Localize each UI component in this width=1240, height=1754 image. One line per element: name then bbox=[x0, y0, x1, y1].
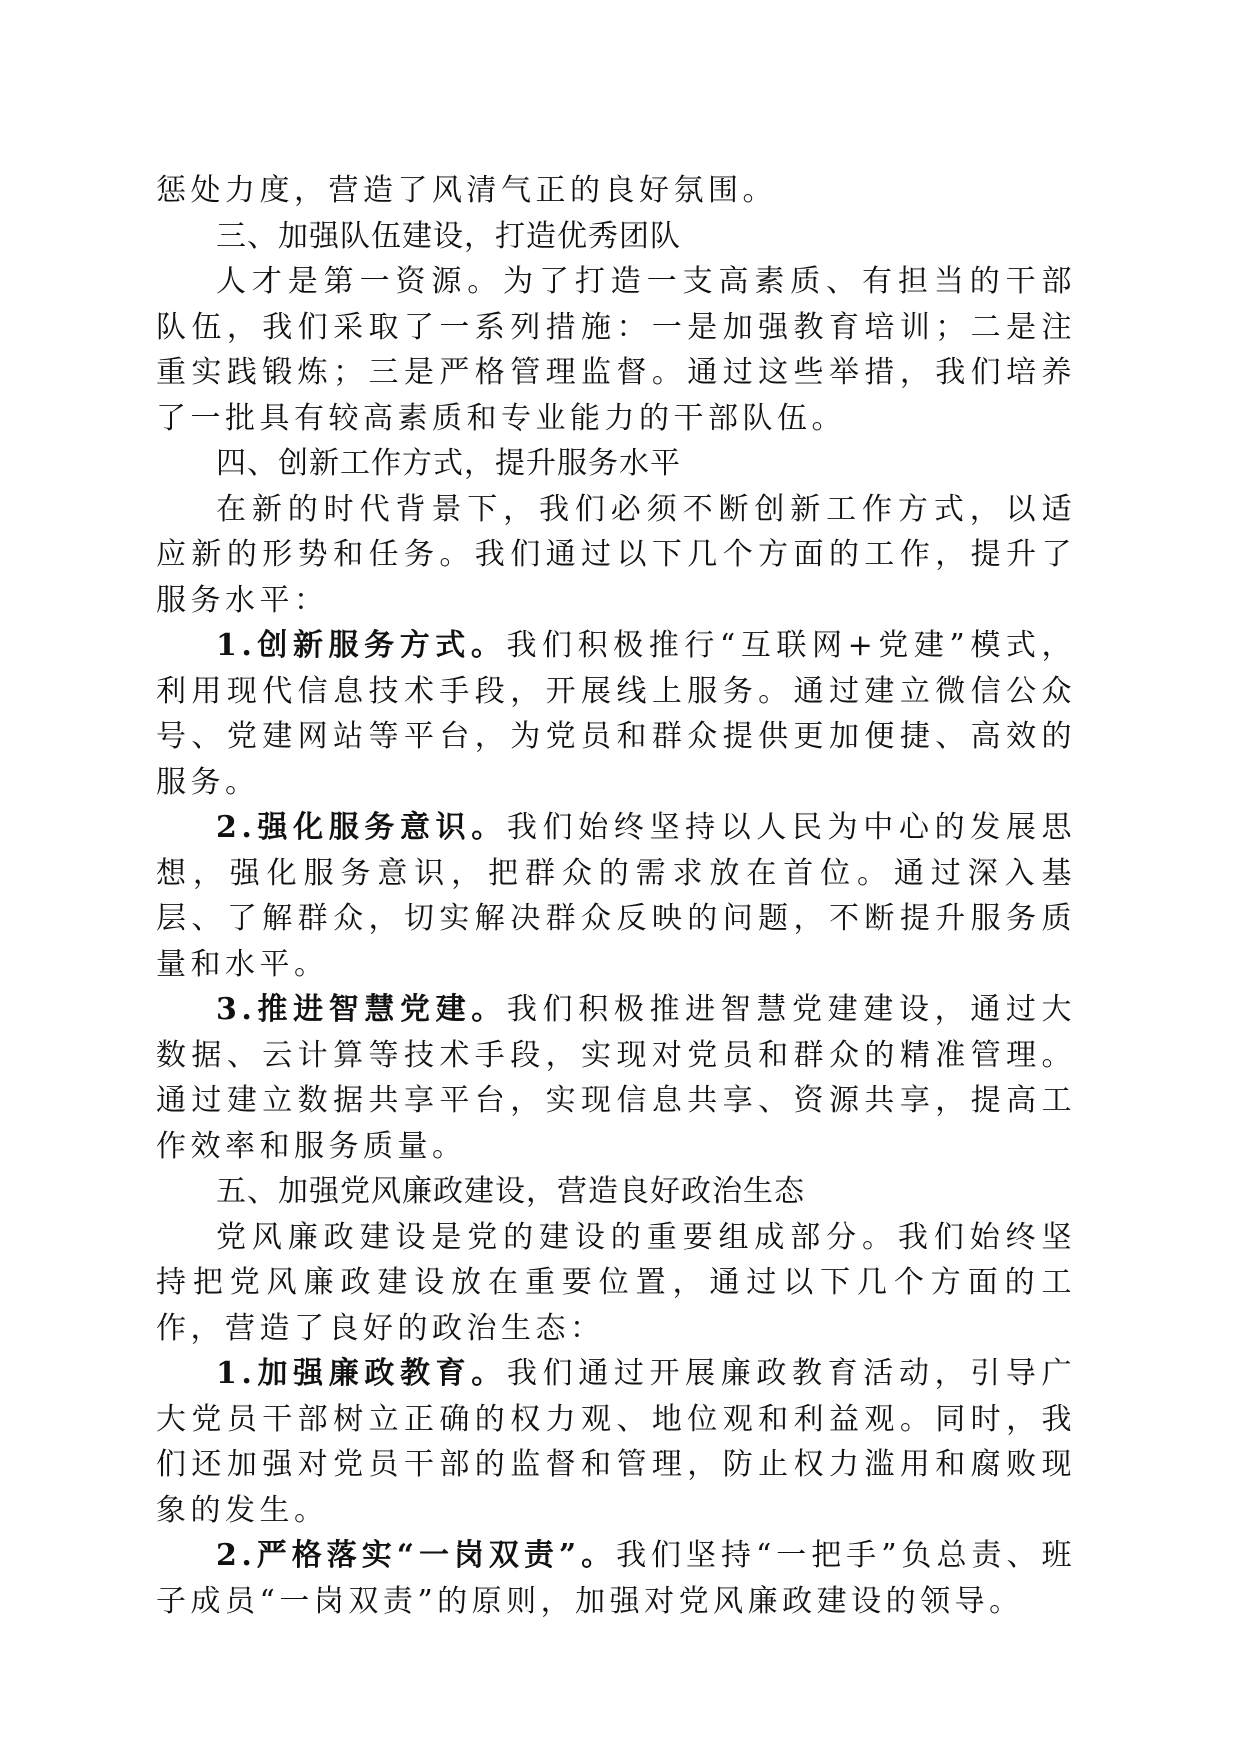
list-item-text: 我们积极推行“互联网+党建”模式，利用现代信息技术手段，开展线上服务。通过建立微信公众号、党建网站等平台，为党员和群众提供更加便捷、高效的服务。 bbox=[156, 628, 1077, 800]
section-heading-4: 四、创新工作方式，提升服务水平 bbox=[216, 446, 681, 481]
paragraph-team-building: 人才是第一资源。为了打造一支高素质、有担当的干部队伍，我们采取了一系列措施：一是加强教育培训；二是注重实践锻炼；三是严格管理监督。通过这些举措，我们培养了一批具有较高素质和专业能力的干部队伍。 bbox=[156, 264, 1076, 436]
list-item-lead: 3.推进智慧党建。 bbox=[216, 992, 507, 1027]
list-item-text: 我们坚持“一把手”负总责、班子成员“一岗双责”的原则，加强对党风廉政建设的领导。 bbox=[156, 1538, 1076, 1619]
list-item-smart-party bbox=[156, 987, 1076, 1169]
list-item-dual-responsibility bbox=[156, 1533, 1076, 1624]
list-item-service-awareness bbox=[156, 805, 1076, 987]
paragraph-innovation: 在新的时代背景下，我们必须不断创新工作方式，以适应新的形势和任务。我们通过以下几个方面的工作，提升了服务水平： bbox=[156, 491, 1076, 618]
list-item-lead: 2.强化服务意识。 bbox=[216, 810, 507, 845]
list-item-integrity-education bbox=[156, 1351, 1076, 1533]
list-item-innovate-service bbox=[156, 623, 1076, 805]
list-item-lead: 1.创新服务方式。 bbox=[216, 628, 507, 663]
section-heading-5: 五、加强党风廉政建设，营造良好政治生态 bbox=[216, 1174, 805, 1209]
list-item-lead: 1.加强廉政教育。 bbox=[216, 1356, 507, 1391]
list-item-text: 我们通过开展廉政教育活动，引导广大党员干部树立正确的权力观、地位观和利益观。同时，我们还加强对党员干部的监督和管理，防止权力滥用和腐败现象的发生。 bbox=[156, 1356, 1076, 1528]
list-item-text: 我们积极推进智慧党建建设，通过大数据、云计算等技术手段，实现对党员和群众的精准管理。通过建立数据共享平台，实现信息共享、资源共享，提高工作效率和服务质量。 bbox=[156, 992, 1076, 1164]
paragraph-continuation: 惩处力度，营造了风清气正的良好氛围。 bbox=[156, 173, 777, 208]
section-heading-3: 三、加强队伍建设，打造优秀团队 bbox=[216, 218, 681, 254]
list-item-text: 我们始终坚持以人民为中心的发展思想，强化服务意识，把群众的需求放在首位。通过深入基层、了解群众，切实解决群众反映的问题，不断提升服务质量和水平。 bbox=[156, 810, 1076, 982]
document-body bbox=[156, 168, 1076, 1624]
list-item-lead: 2.严格落实“一岗双责”。 bbox=[216, 1538, 617, 1573]
paragraph-integrity: 党风廉政建设是党的建设的重要组成部分。我们始终坚持把党风廉政建设放在重要位置，通过以下几个方面的工作，营造了良好的政治生态： bbox=[156, 1219, 1076, 1346]
